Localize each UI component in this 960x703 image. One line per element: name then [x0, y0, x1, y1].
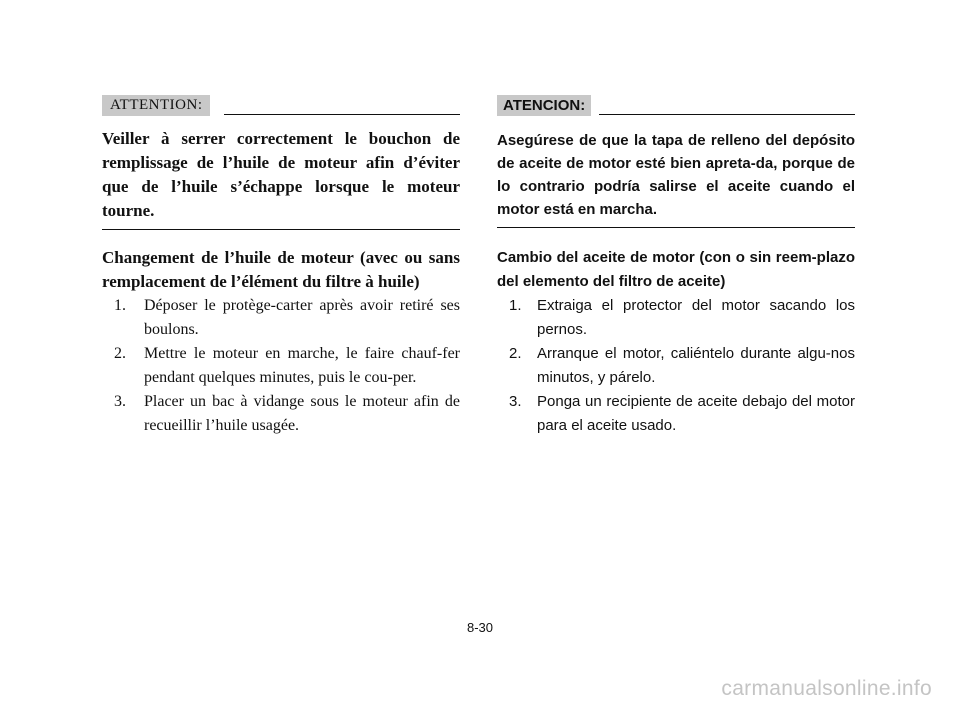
spanish-column	[497, 93, 855, 438]
list-item	[497, 390, 855, 438]
steps-list-fr	[102, 294, 460, 438]
step-number: 2.	[114, 345, 126, 362]
step-number: 3.	[114, 393, 126, 410]
step-text: Mettre le moteur en marche, le faire chauf-fer pendant quelques minutes, puis le cou-per.	[144, 345, 460, 386]
step-number: 2.	[509, 345, 522, 362]
step-text: Extraiga el protector del motor sacando los pernos.	[537, 297, 855, 338]
caution-divider-es	[599, 96, 855, 115]
list-item	[102, 390, 460, 438]
caution-header-es	[497, 93, 855, 117]
step-number: 1.	[114, 297, 126, 314]
watermark: carmanualsonline.info	[721, 677, 932, 700]
step-number: 1.	[509, 297, 522, 314]
list-item	[102, 342, 460, 390]
step-text: Ponga un recipiente de aceite debajo del motor para el aceite usado.	[537, 393, 855, 434]
list-item	[102, 294, 460, 342]
french-column	[102, 93, 460, 438]
caution-text-es: Asegúrese de que la tapa de relleno del depósito de aceite de motor esté bien apreta-da, porque de lo contrario podría salirse el aceite cuando el motor está en marcha.	[497, 132, 855, 218]
section-title-fr: Changement de l’huile de moteur (avec ou sans remplacement de l’élément du filtre à huile)	[102, 248, 460, 291]
section-title-es: Cambio del aceite de motor (con o sin reem-plazo del elemento del filtro de aceite)	[497, 249, 855, 290]
step-text: Placer un bac à vidange sous le moteur afin de recueillir l’huile usagée.	[144, 393, 460, 434]
caution-end-rule-es	[497, 227, 855, 228]
caution-text-fr: Veiller à serrer correctement le bouchon de remplissage de l’huile de moteur afin d’éviter que de l’huile s’échappe lorsque le moteur tourne.	[102, 129, 460, 220]
page-number: 8-30	[466, 620, 494, 635]
caution-divider-fr	[224, 96, 460, 115]
list-item	[497, 342, 855, 390]
caution-end-rule-fr	[102, 229, 460, 230]
step-text: Arranque el motor, caliéntelo durante algu-nos minutos, y párelo.	[537, 345, 855, 386]
step-text: Déposer le protège-carter après avoir retiré ses boulons.	[144, 297, 460, 338]
caution-label-es: ATENCION:	[497, 95, 591, 116]
list-item	[497, 294, 855, 342]
step-number: 3.	[509, 393, 522, 410]
steps-list-es	[497, 294, 855, 438]
caution-header-fr	[102, 93, 460, 117]
caution-label-fr: ATTENTION:	[102, 95, 210, 116]
